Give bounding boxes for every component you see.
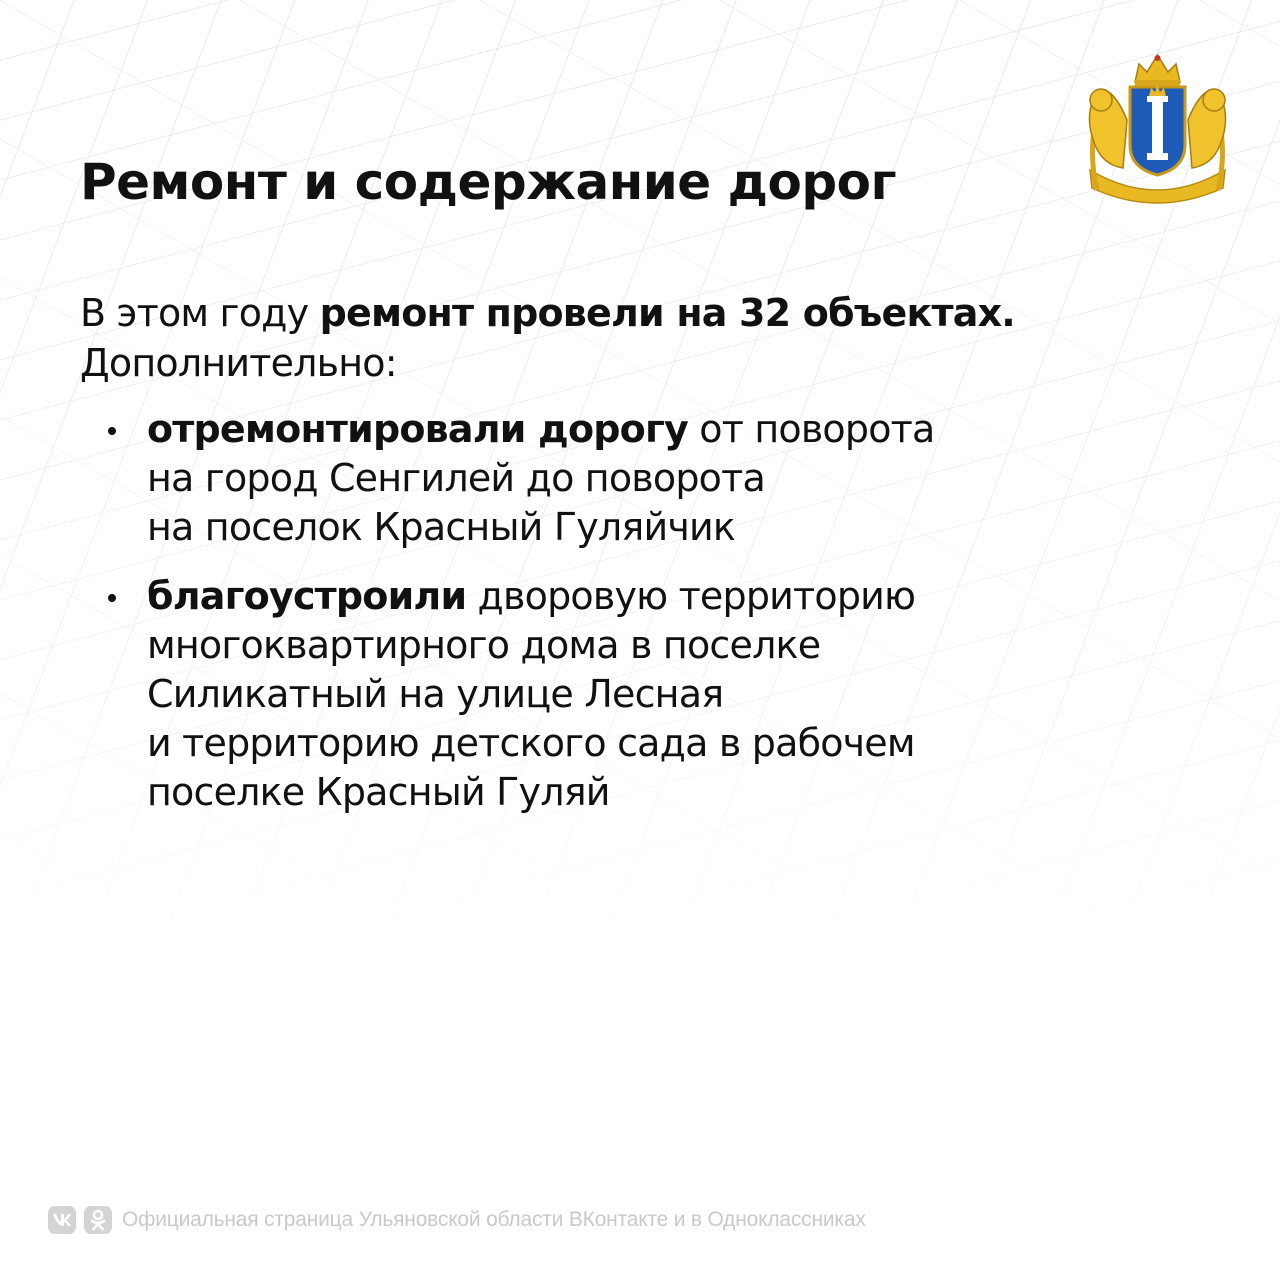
list-item xyxy=(80,405,934,552)
bullet-highlight: благоустроили xyxy=(147,574,467,618)
bullet-rest: дворовую территорию xyxy=(466,574,916,618)
page-title: Ремонт и содержание дорог xyxy=(80,153,897,211)
bullet-line: на город Сенгилей до поворота xyxy=(147,456,765,500)
bullet-line: Силикатный на улице Лесная xyxy=(147,672,724,716)
footer xyxy=(48,1205,866,1235)
bullet-dot xyxy=(108,427,116,435)
odnoklassniki-icon[interactable] xyxy=(84,1206,112,1234)
bullet-first-line xyxy=(147,572,934,621)
footer-text: Официальная страница Ульяновской области ВКонтакте и в Одноклассниках xyxy=(122,1208,866,1231)
bullet-list xyxy=(80,405,934,817)
intro-highlight: ремонт провели на 32 объектах. xyxy=(319,291,1015,335)
bullet-line: многоквартирного дома в поселке xyxy=(147,623,821,667)
intro-prefix: В этом году xyxy=(80,291,320,335)
bullet-dot xyxy=(108,594,116,602)
intro-paragraph xyxy=(80,288,1015,388)
intro-line2: Дополнительно: xyxy=(80,341,397,385)
coat-of-arms-emblem xyxy=(1075,50,1240,210)
bullet-highlight: отремонтировали дорогу xyxy=(147,407,688,451)
bullet-first-line xyxy=(147,405,934,454)
vk-icon[interactable] xyxy=(48,1206,76,1234)
bullet-line: поселке Красный Гуляй xyxy=(147,770,610,814)
bullet-line: и территорию детского сада в рабочем xyxy=(147,721,915,765)
bullet-line: на поселок Красный Гуляйчик xyxy=(147,505,736,549)
bullet-rest: от поворота xyxy=(688,407,935,451)
list-item xyxy=(80,572,934,817)
